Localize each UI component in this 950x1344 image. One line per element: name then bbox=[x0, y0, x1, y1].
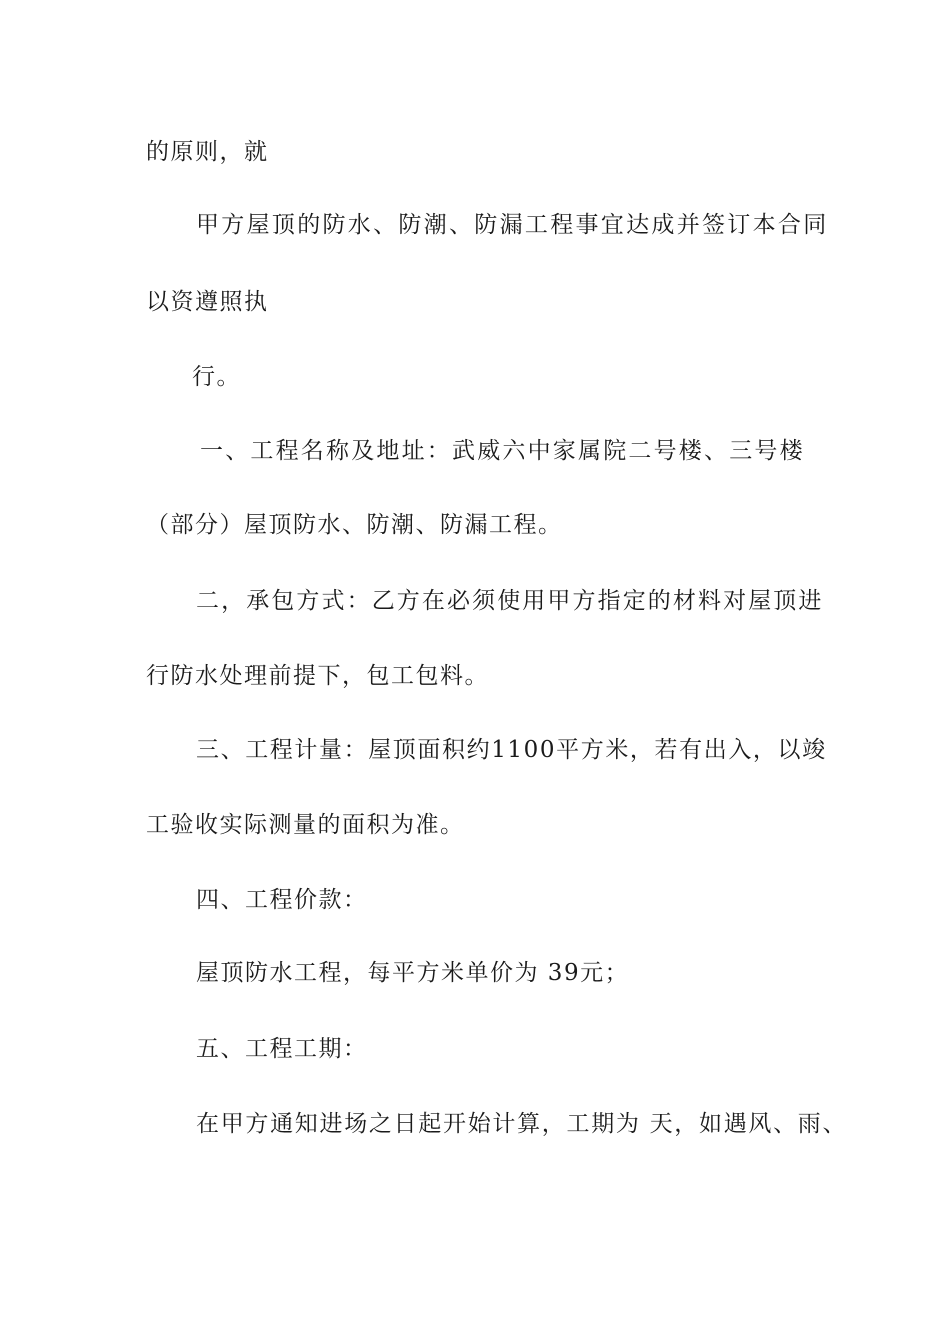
clause-5-period-heading: 五、工程工期： bbox=[196, 1036, 368, 1062]
clause-5-period-text: 在甲方通知进场之日起开始计算，工期为 天，如遇风、雨、 bbox=[196, 1111, 848, 1137]
text-line-principle: 的原则，就 bbox=[146, 139, 269, 165]
text-line-comply: 以资遵照执 bbox=[146, 289, 269, 315]
clause-4-price-heading: 四、工程价款： bbox=[196, 887, 368, 913]
clause-1-project-name: 一、工程名称及地址：武威六中家属院二号楼、三号楼 bbox=[200, 438, 805, 464]
clause-2-continued: 行防水处理前提下，包工包料。 bbox=[146, 663, 489, 689]
clause-4-unit-price: 屋顶防水工程，每平方米单价为 39元； bbox=[196, 960, 630, 986]
clause-3-quantity: 三、工程计量：屋顶面积约1100平方米，若有出入，以竣 bbox=[196, 737, 827, 763]
text-line-waterproof-scope: 甲方屋顶的防水、防潮、防漏工程事宜达成并签订本合同 bbox=[196, 212, 829, 238]
text-line-execute: 行。 bbox=[192, 364, 241, 390]
clause-3-continued: 工验收实际测量的面积为准。 bbox=[146, 812, 465, 838]
clause-2-contract-method: 二，承包方式：乙方在必须使用甲方指定的材料对屋顶进 bbox=[196, 588, 824, 614]
clause-1-continued: （部分）屋顶防水、防潮、防漏工程。 bbox=[146, 512, 563, 538]
